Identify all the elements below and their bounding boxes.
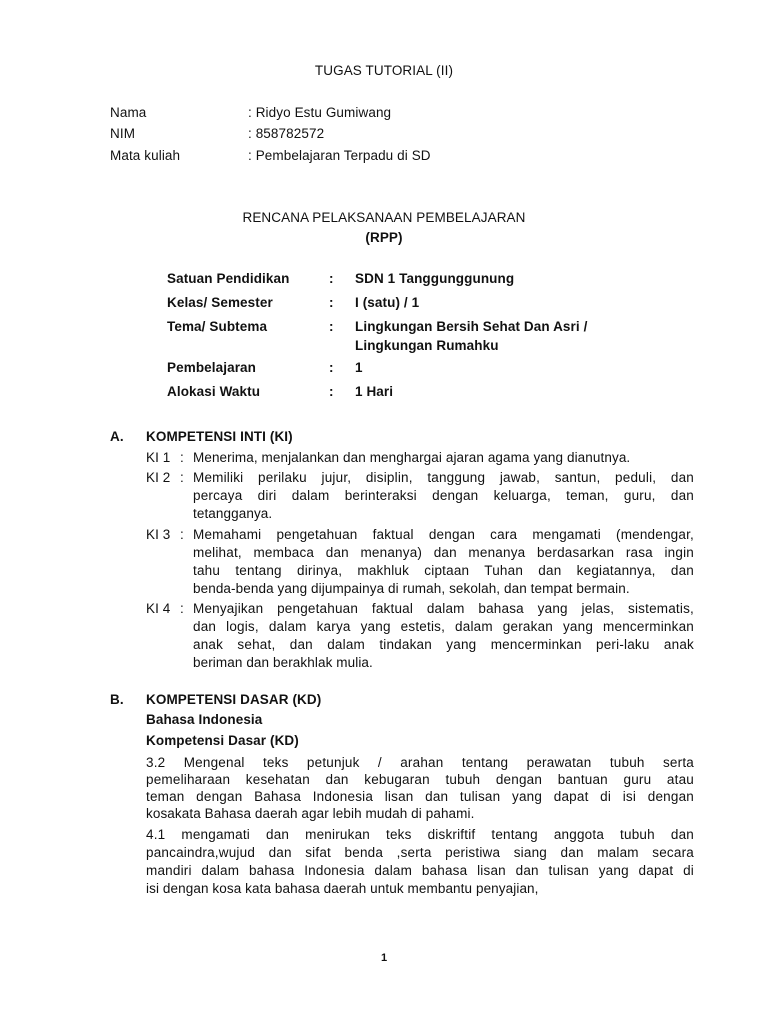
ki-line: benda-benda yang dijumpainya di rumah, sekolah, dan tempat bermain. [193, 581, 630, 596]
rpp-info-value: 1 [355, 360, 363, 375]
rpp-subtitle: (RPP) [365, 230, 403, 245]
kd-3-2-line: kosakata Bahasa daerah agar lebih mudah di pahami. [146, 806, 475, 821]
rpp-info-value: SDN 1 Tanggunggunung [355, 271, 515, 286]
kd-4-1-line: 4.1 mengamati dan menirukan teks diskriftif tentang anggota tubuh dan [146, 827, 694, 842]
ki-line: Memahami pengetahuan faktual dengan cara mengamati (mendengar, [193, 527, 694, 542]
kd-3-2-line: teman dengan Bahasa Indonesia lisan dan tulisan yang dapat di isi dengan [146, 789, 694, 804]
ki-line: melihat, membaca dan menanya) dan menanya berdasarkan rasa ingin [193, 545, 694, 560]
ki-line: Menyajikan pengetahuan faktual dalam bahasa yang jelas, sistematis, [193, 601, 694, 616]
identity-label-nama: Nama [110, 105, 147, 120]
ki-code: KI 3 [146, 527, 171, 542]
kd-3-2-line: 3.2 Mengenal teks petunjuk / arahan tentang perawatan tubuh serta [146, 755, 694, 770]
ki-line: Memiliki perilaku jujur, disiplin, tanggung jawab, santun, peduli, dan [193, 470, 694, 485]
rpp-info-value: Lingkungan Bersih Sehat Dan Asri / [355, 319, 588, 334]
identity-value-matkul: : Pembelajaran Terpadu di SD [248, 148, 431, 163]
section-a-letter: A. [110, 429, 124, 444]
kd-3-2-line: pemeliharaan kesehatan dan kebugaran tubuh dengan bantuan guru atau [146, 772, 694, 787]
page-number: 1 [380, 952, 388, 964]
ki-line: dan logis, dalam karya yang estetis, dalam gerakan yang mencerminkan [193, 619, 694, 634]
rpp-info-label: Alokasi Waktu [167, 384, 261, 399]
ki-line: beriman dan berakhlak mulia. [193, 655, 373, 670]
ki-code: KI 2 [146, 470, 171, 485]
subject-label: Bahasa Indonesia [146, 712, 263, 727]
ki-code: KI 4 [146, 601, 171, 616]
rpp-info-value: I (satu) / 1 [355, 295, 420, 310]
ki-colon: : [180, 527, 184, 542]
document-title: TUGAS TUTORIAL (II) [314, 63, 454, 78]
rpp-info-label: Satuan Pendidikan [167, 271, 290, 286]
rpp-info-colon: : [329, 319, 334, 334]
identity-label-nim: NIM [110, 126, 136, 141]
section-b-letter: B. [110, 692, 124, 707]
ki-line: tahu tentang dirinya, makhluk ciptaan Tuhan dan kegiatannya, dan [193, 563, 694, 578]
rpp-info-label: Pembelajaran [167, 360, 256, 375]
ki-code: KI 1 [146, 450, 171, 465]
identity-value-nama: : Ridyo Estu Gumiwang [248, 105, 392, 120]
section-b-heading: KOMPETENSI DASAR (KD) [146, 692, 322, 707]
kd-4-1-line: isi dengan kosa kata bahasa daerah untuk membantu penyajian, [146, 881, 539, 896]
kd-4-1-line: mandiri dalam bahasa Indonesia dalam bahasa lisan dan tulisan yang dapat di [146, 863, 694, 878]
ki-colon: : [180, 601, 184, 616]
rpp-info-value: 1 Hari [355, 384, 394, 399]
ki-line: tetangganya. [193, 506, 273, 521]
rpp-info-label: Kelas/ Semester [167, 295, 273, 310]
rpp-info-colon: : [329, 271, 334, 286]
identity-label-matkul: Mata kuliah [110, 148, 181, 163]
ki-colon: : [180, 450, 184, 465]
rpp-title: RENCANA PELAKSANAAN PEMBELAJARAN [242, 210, 526, 225]
rpp-info-colon: : [329, 384, 334, 399]
identity-value-nim: : 858782572 [248, 126, 325, 141]
ki-colon: : [180, 470, 184, 485]
rpp-info-value-line2: Lingkungan Rumahku [355, 338, 499, 353]
kd-4-1-line: pancaindra,wujud dan sifat benda ,serta peristiwa siang dan malam secara [146, 845, 694, 860]
rpp-info-colon: : [329, 295, 334, 310]
rpp-info-colon: : [329, 360, 334, 375]
section-a-heading: KOMPETENSI INTI (KI) [146, 429, 293, 444]
kd-subheading: Kompetensi Dasar (KD) [146, 733, 299, 748]
rpp-info-label: Tema/ Subtema [167, 319, 268, 334]
ki-line: Menerima, menjalankan dan menghargai ajaran agama yang dianutnya. [193, 450, 631, 465]
ki-line: anak sehat, dan dalam tindakan yang mencerminkan peri-laku anak [193, 637, 694, 652]
ki-line: percaya diri dalam berinteraksi dengan keluarga, teman, guru, dan [193, 488, 694, 503]
